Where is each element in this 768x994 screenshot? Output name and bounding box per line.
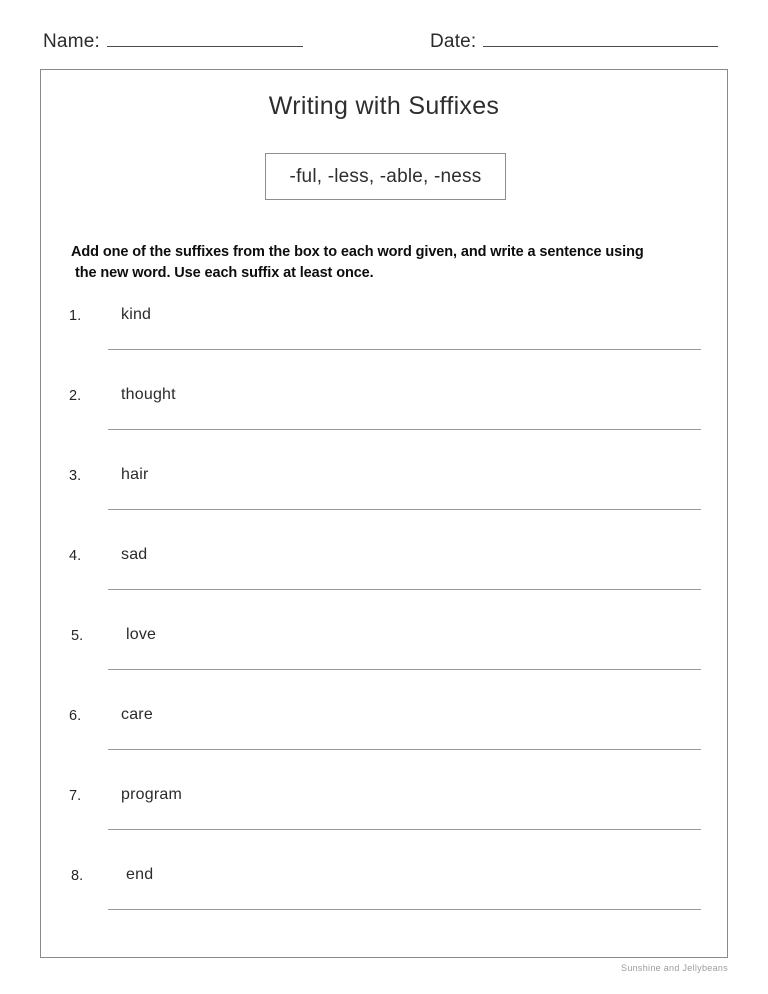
- item-word: sad: [121, 546, 148, 563]
- answer-write-line[interactable]: [108, 589, 701, 590]
- item-number: 1.: [69, 308, 82, 324]
- answer-write-line[interactable]: [108, 829, 701, 830]
- date-write-line[interactable]: [483, 30, 718, 47]
- name-field[interactable]: [43, 30, 303, 53]
- item-number: 4.: [69, 548, 82, 564]
- answer-write-line[interactable]: [108, 909, 701, 910]
- answer-write-line[interactable]: [108, 669, 701, 670]
- date-label: Date:: [430, 31, 477, 52]
- date-field[interactable]: [430, 30, 718, 53]
- question-list: [41, 308, 727, 948]
- suffix-list-text: -ful, -less, -able, -ness: [289, 165, 482, 187]
- list-item: [41, 388, 727, 468]
- item-word: love: [126, 626, 157, 643]
- item-number: 8.: [71, 868, 84, 884]
- instructions-line-1: Add one of the suffixes from the box to each word given, and write a sentence using: [71, 244, 644, 260]
- item-number: 6.: [69, 708, 82, 724]
- item-number: 7.: [69, 788, 82, 804]
- suffix-word-bank: [265, 153, 506, 200]
- instructions-line-2: the new word. Use each suffix at least once.: [75, 264, 374, 281]
- list-item: [41, 628, 727, 708]
- answer-write-line[interactable]: [108, 509, 701, 510]
- name-label: Name:: [43, 31, 100, 52]
- list-item: [41, 308, 727, 388]
- answer-write-line[interactable]: [108, 429, 701, 430]
- list-item: [41, 788, 727, 868]
- header-fields: [0, 30, 768, 64]
- item-number: 5.: [71, 628, 84, 644]
- answer-write-line[interactable]: [108, 749, 701, 750]
- name-write-line[interactable]: [107, 30, 303, 47]
- list-item: [41, 708, 727, 788]
- answer-write-line[interactable]: [108, 349, 701, 350]
- item-number: 2.: [69, 388, 82, 404]
- item-word: program: [121, 786, 182, 803]
- worksheet-page: [40, 69, 728, 958]
- item-number: 3.: [69, 468, 82, 484]
- instructions: [71, 242, 696, 283]
- item-word: end: [126, 866, 154, 883]
- list-item: [41, 468, 727, 548]
- item-word: hair: [121, 466, 149, 483]
- page-title: Writing with Suffixes: [268, 92, 500, 120]
- footer-credit: Sunshine and Jellybeans: [621, 963, 728, 973]
- item-word: kind: [121, 306, 152, 323]
- list-item: [41, 548, 727, 628]
- item-word: thought: [121, 386, 176, 403]
- item-word: care: [121, 706, 153, 723]
- list-item: [41, 868, 727, 948]
